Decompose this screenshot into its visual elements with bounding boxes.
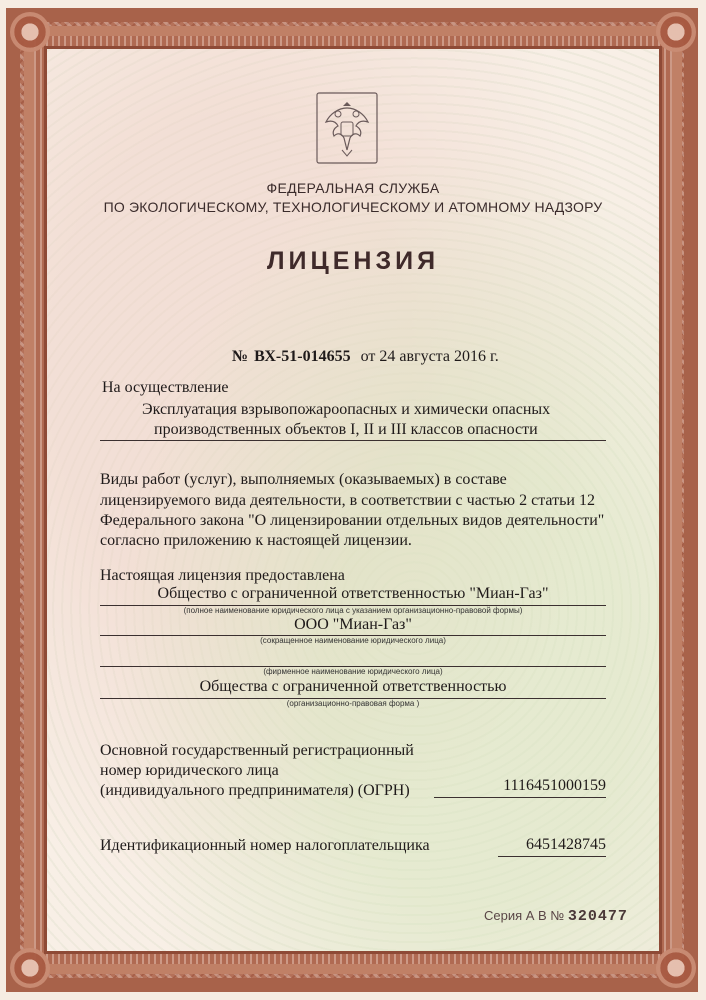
grantee-label: Настоящая лицензия предоставлена [100,567,345,584]
document-title: ЛИЦЕНЗИЯ [266,247,440,275]
activity-underline [100,440,606,441]
grantee-full-name: Общество с ограниченной ответственностью "Миан-Газ" [157,585,549,602]
ogrn-underline [434,797,606,798]
series-label: Серия А В № [484,908,565,923]
ogrn-line2: номер юридического лица [100,762,279,779]
ogrn-line1: Основной государственный регистрационный [100,742,414,759]
ogrn-value: 1116451000159 [503,777,606,794]
corner-ornament-top-left [10,12,50,52]
activity-line2: производственных объектов I, II и III классов опасности [154,421,538,438]
grantee-short-name: ООО "Миан-Газ" [294,616,412,633]
corner-ornament-bottom-right [656,948,696,988]
activity-line1: Эксплуатация взрывопожароопасных и химически опасных [142,401,551,418]
agency-name-line2: ПО ЭКОЛОГИЧЕСКОМУ, ТЕХНОЛОГИЧЕСКОМУ И АТОМНОМУ НАДЗОРУ [103,199,603,215]
full-name-caption: (полное наименование юридического лица с указанием организационно-правовой формы) [183,606,523,615]
activity-label: На осуществление [102,379,229,396]
license-number-line [232,348,499,366]
works-line2: лицензируемого вида деятельности, в соответствии с частью 2 статьи 12 [100,492,595,509]
grantee-legal-form: Общества с ограниченной ответственностью [199,678,507,695]
agency-name-line1: ФЕДЕРАЛЬНАЯ СЛУЖБА [266,180,440,196]
works-line3: Федерального закона "О лицензировании отдельных видов деятельности" [100,512,605,529]
inn-underline [498,856,606,857]
form-series [484,908,628,925]
ogrn-line3: (индивидуального предпринимателя) (ОГРН) [100,782,410,799]
works-line4: согласно приложению к настоящей лицензии. [100,532,412,549]
russian-coat-of-arms-icon [316,92,378,164]
corner-ornament-bottom-left [10,948,50,988]
license-date: от 24 августа 2016 г. [360,348,499,365]
inn-label: Идентификационный номер налогоплательщика [100,837,430,854]
brand-name-caption: (фирменное наименование юридического лица) [263,667,443,676]
license-number: ВХ-51-014655 [254,348,351,365]
series-number: 320477 [567,908,628,925]
legal-form-caption: (организационно-правовая форма ) [286,699,420,708]
short-name-caption: (сокращенное наименование юридического лица) [260,636,446,645]
number-sign: № [232,348,249,365]
corner-ornament-top-right [656,12,696,52]
inn-value: 6451428745 [526,836,606,853]
works-line1: Виды работ (услуг), выполняемых (оказываемых) в составе [100,471,507,488]
